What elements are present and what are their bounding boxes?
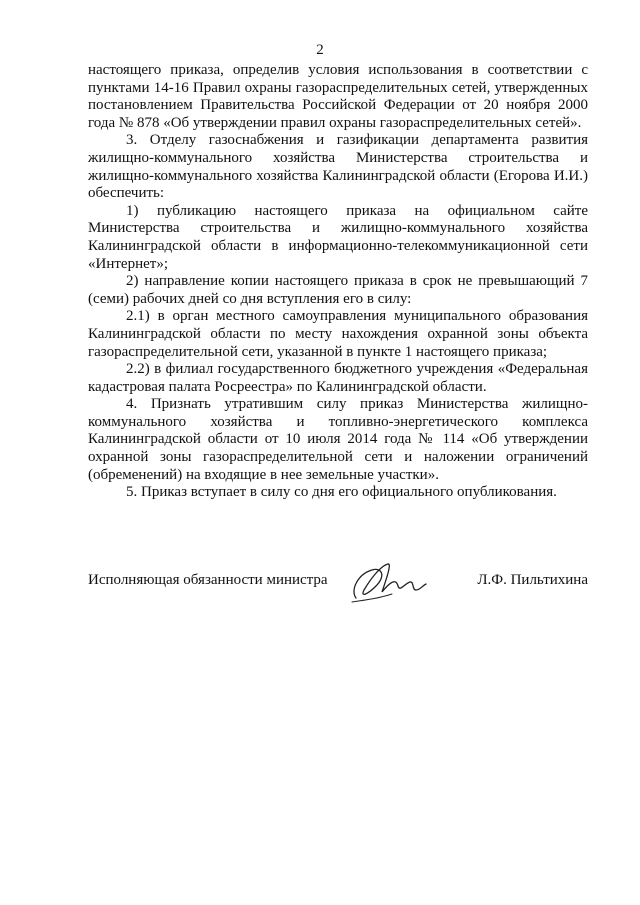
paragraph-item-5: 5. Приказ вступает в силу со дня его официального опубликования.	[126, 484, 557, 501]
signature-block	[88, 560, 588, 620]
paragraph-continuation: настоящего приказа, определив условия использования в соответствии с пунктами 14-16 Правил охраны газораспределительных сетей, утвержденных постановлением Правительства Российской Федерации от 20 ноября 2000 года № 878 «Об утверждении правил охраны газораспределительных сетей».	[88, 62, 588, 131]
paragraph-item-4: 4. Признать утратившим силу приказ Министерства жилищно-коммунального хозяйства и топливно-энергетического комплекса Калининградской области от 10 июля 2014 года № 114 «Об утверждении охранной зоны газораспределительной сети и наложении ограничений (обременений) на входящие в нее земельные участки».	[88, 396, 588, 483]
page-number: 2	[316, 42, 324, 58]
signatory-name: Л.Ф. Пильтихина	[477, 572, 588, 588]
document-body	[88, 62, 588, 502]
handwritten-signature	[346, 560, 436, 608]
paragraph-subitem-2: 2) направление копии настоящего приказа в срок не превышающий 7 (семи) рабочих дней со дня вступления его в силу:	[88, 273, 588, 307]
paragraph-subitem-1: 1) публикацию настоящего приказа на официальном сайте Министерства строительства и жилищно-коммунального хозяйства Калининградской области в информационно-телекоммуникационной сети «Интернет»;	[88, 202, 588, 272]
paragraph-subitem-2-2: 2.2) в филиал государственного бюджетного учреждения «Федеральная кадастровая палата Росреестра» по Калининградской области.	[88, 361, 588, 395]
paragraph-subitem-2-1: 2.1) в орган местного самоуправления муниципального образования Калининградской области по месту нахождения охранной зоны объекта газораспределительной сети, указанной в пункте 1 настоящего приказа;	[88, 308, 588, 360]
paragraph-item-3: 3. Отделу газоснабжения и газификации департамента развития жилищно-коммунального хозяйства Министерства строительства и жилищно-коммунального хозяйства Калининградской области (Егорова И.И.) обеспечить:	[88, 132, 588, 202]
signatory-title: Исполняющая обязанности министра	[88, 572, 328, 588]
